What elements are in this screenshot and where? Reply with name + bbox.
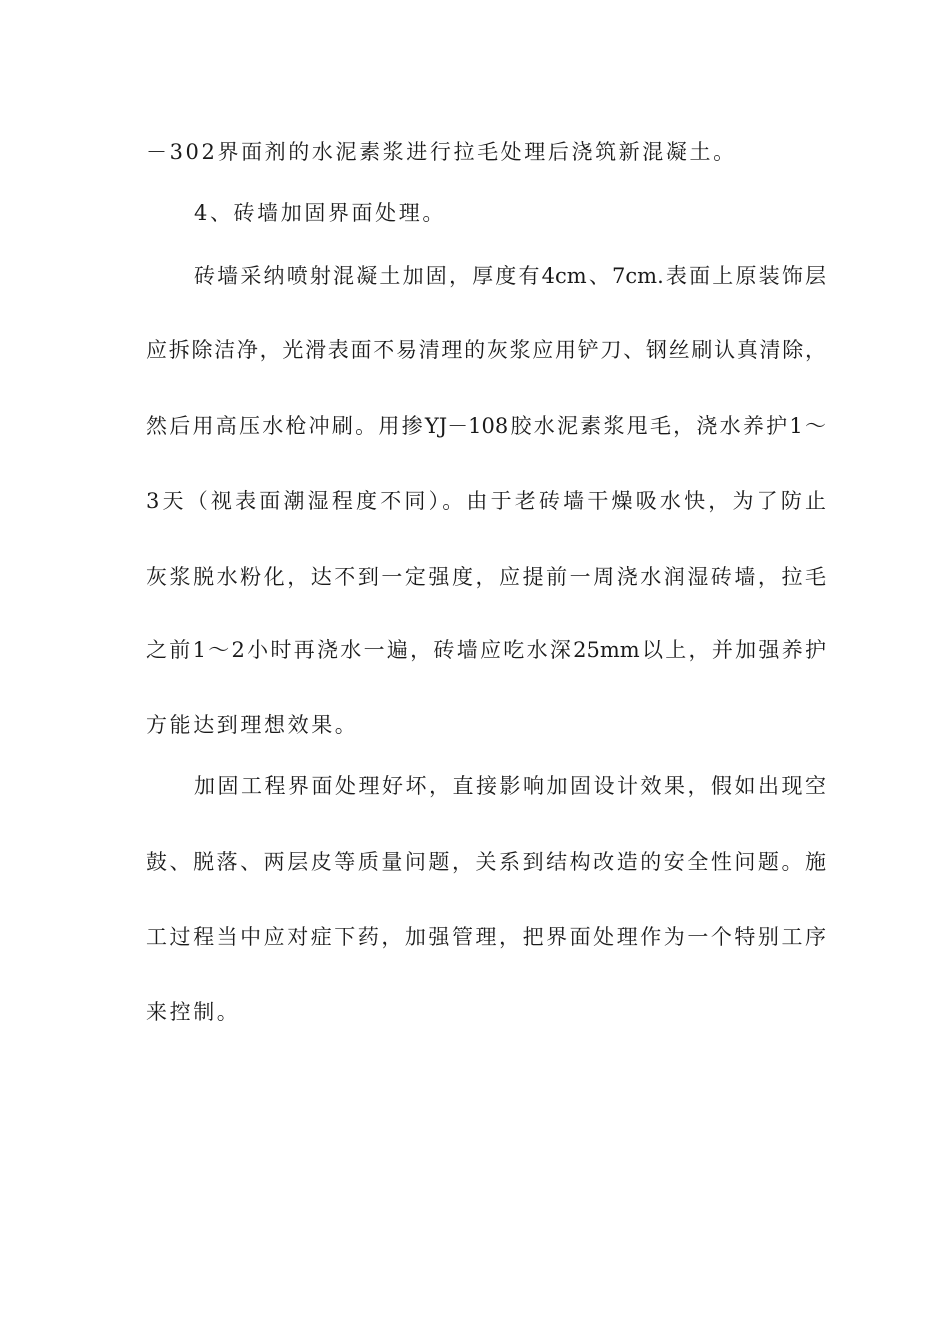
text-line: 然后用高压水枪冲刷。用掺YJ－108胶水泥素浆甩毛，浇水养护1～ <box>146 414 826 438</box>
text-line: 工过程当中应对症下药，加强管理，把界面处理作为一个特别工序 <box>146 925 826 949</box>
text-line: 鼓、脱落、两层皮等质量问题，关系到结构改造的安全性问题。施 <box>146 850 826 874</box>
text-line: 方能达到理想效果。 <box>146 713 359 737</box>
text-line: 来控制。 <box>146 1000 241 1024</box>
text-line: －302界面剂的水泥素浆进行拉毛处理后浇筑新混凝土。 <box>146 140 737 164</box>
text-line: 3天（视表面潮湿程度不同）。由于老砖墙干燥吸水快，为了防止 <box>146 489 826 513</box>
text-line: 灰浆脱水粉化，达不到一定强度，应提前一周浇水润湿砖墙，拉毛 <box>146 565 826 589</box>
section-heading: 4、砖墙加固界面处理。 <box>194 201 446 225</box>
text-line: 之前1～2小时再浇水一遍，砖墙应吃水深25mm以上，并加强养护 <box>146 638 826 662</box>
text-line: 加固工程界面处理好坏，直接影响加固设计效果，假如出现空 <box>194 774 826 798</box>
text-line: 应拆除洁净，光滑表面不易清理的灰浆应用铲刀、钢丝刷认真清除， <box>146 338 826 362</box>
text-line: 砖墙采纳喷射混凝土加固，厚度有4cm、7cm.表面上原装饰层 <box>194 264 826 288</box>
